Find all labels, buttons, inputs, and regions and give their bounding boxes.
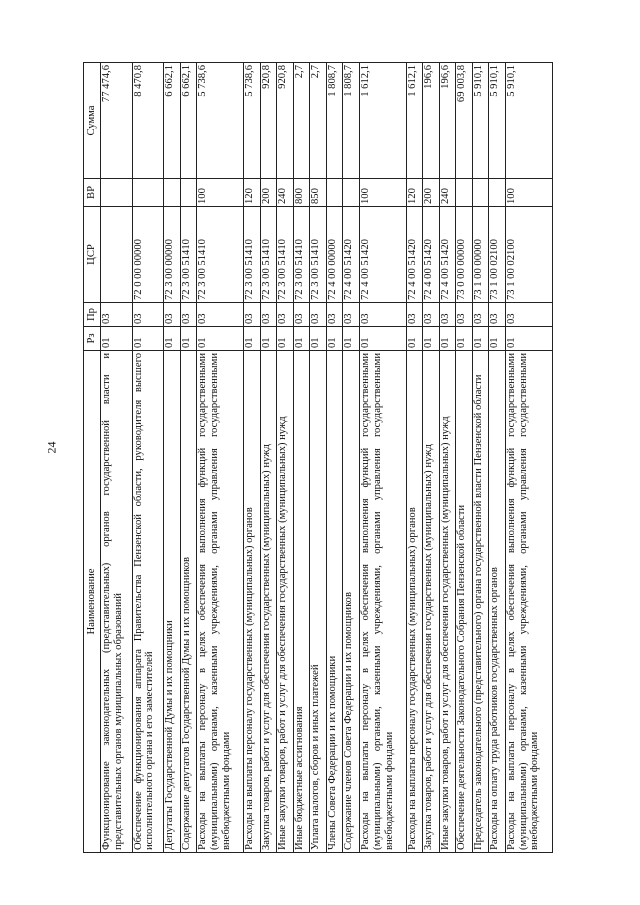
row-name: Функционирование законодательных (представительных) органов государственной власти и представительных органов муниципальных образований <box>100 351 132 853</box>
row-csr: 73 1 00 02100 <box>505 207 552 303</box>
row-sum: 920,8 <box>260 63 277 179</box>
row-vr: 200 <box>423 179 440 207</box>
row-pr: 03 <box>180 303 197 327</box>
row-name: Председатель законодательного (представительного) органа государственной власти Пензенской области <box>472 351 489 853</box>
row-sum: 1 612,1 <box>406 63 423 179</box>
row-name: Расходы на выплаты персоналу в целях обеспечения выполнения функций государственными (муниципальными) органами, казенными учреждениями, органами управления государственными внебюджетными фондами <box>197 351 244 853</box>
row-csr: 72 3 00 51410 <box>293 207 310 303</box>
row-pr: 03 <box>197 303 244 327</box>
row-vr: 100 <box>359 179 406 207</box>
row-sum: 77 474,6 <box>100 63 132 179</box>
row-sum: 5 738,6 <box>244 63 261 179</box>
row-name: Члены Совета Федерации и их помощники <box>326 351 343 853</box>
row-csr: 73 1 00 00000 <box>472 207 489 303</box>
row-pr: 03 <box>244 303 261 327</box>
row-pr: 03 <box>326 303 343 327</box>
row-vr: 800 <box>293 179 310 207</box>
row-sum: 1 612,1 <box>359 63 406 179</box>
row-pr: 03 <box>132 303 164 327</box>
row-pr: 03 <box>456 303 473 327</box>
row-rz: 01 <box>244 327 261 351</box>
header-csr: ЦСР <box>84 207 101 303</box>
row-sum: 5 910,1 <box>472 63 489 179</box>
table-row <box>132 63 164 853</box>
table-header-row <box>84 63 101 853</box>
row-sum: 6 662,1 <box>164 63 181 179</box>
row-csr: 72 3 00 51410 <box>310 207 327 303</box>
table-row <box>293 63 310 853</box>
row-name: Обеспечение деятельности Законодательного Собрания Пензенской области <box>456 351 473 853</box>
row-pr: 03 <box>472 303 489 327</box>
row-rz: 01 <box>310 327 327 351</box>
row-name: Закупка товаров, работ и услуг для обеспечения государственных (муниципальных) нужд <box>423 351 440 853</box>
row-csr: 72 4 00 00000 <box>326 207 343 303</box>
header-rz: Рз <box>84 327 101 351</box>
table-row <box>197 63 244 853</box>
table-row <box>505 63 552 853</box>
table-row <box>326 63 343 853</box>
table-row <box>406 63 423 853</box>
row-name: Иные закупки товаров, работ и услуг для обеспечения государственных (муниципальных) нужд <box>439 351 456 853</box>
row-pr: 03 <box>423 303 440 327</box>
row-rz: 01 <box>505 327 552 351</box>
page-number: 24 <box>44 441 59 454</box>
row-vr: 240 <box>439 179 456 207</box>
row-csr: 72 0 00 00000 <box>132 207 164 303</box>
row-name: Расходы на выплаты персоналу в целях обеспечения выполнения функций государственными (муниципальными) органами, казенными учреждениями, органами управления государственными внебюджетными фондами <box>505 351 552 853</box>
row-csr: 73 0 00 00000 <box>456 207 473 303</box>
row-rz: 01 <box>359 327 406 351</box>
table-row <box>277 63 294 853</box>
row-csr: 72 3 00 51410 <box>180 207 197 303</box>
row-vr <box>456 179 473 207</box>
row-csr: 72 3 00 51410 <box>197 207 244 303</box>
row-sum: 1 808,7 <box>326 63 343 179</box>
row-rz: 01 <box>100 327 132 351</box>
row-sum: 196,6 <box>423 63 440 179</box>
table-row <box>472 63 489 853</box>
row-vr: 120 <box>406 179 423 207</box>
row-rz: 01 <box>132 327 164 351</box>
table-row <box>359 63 406 853</box>
row-vr <box>100 179 132 207</box>
row-name: Содержание членов Совета Федерации и их помощников <box>343 351 360 853</box>
row-vr: 240 <box>277 179 294 207</box>
row-pr: 03 <box>277 303 294 327</box>
row-sum: 5 738,6 <box>197 63 244 179</box>
table-row <box>310 63 327 853</box>
row-rz: 01 <box>293 327 310 351</box>
row-vr: 120 <box>244 179 261 207</box>
row-rz: 01 <box>164 327 181 351</box>
header-sum: Сумма <box>84 63 101 179</box>
row-rz: 01 <box>423 327 440 351</box>
row-rz: 01 <box>456 327 473 351</box>
row-csr <box>100 207 132 303</box>
row-csr: 72 3 00 51410 <box>244 207 261 303</box>
row-sum: 5 910,1 <box>505 63 552 179</box>
row-csr: 72 3 00 51410 <box>277 207 294 303</box>
row-pr: 03 <box>100 303 132 327</box>
header-vr: ВР <box>84 179 101 207</box>
row-name: Уплата налогов, сборов и иных платежей <box>310 351 327 853</box>
row-name: Расходы на выплаты персоналу в целях обеспечения выполнения функций государственными (муниципальными) органами, казенными учреждениями, органами управления государственными внебюджетными фондами <box>359 351 406 853</box>
table-row <box>343 63 360 853</box>
table-row <box>439 63 456 853</box>
row-sum: 5 910,1 <box>489 63 506 179</box>
row-name: Закупка товаров, работ и услуг для обеспечения государственных (муниципальных) нужд <box>260 351 277 853</box>
row-vr <box>326 179 343 207</box>
row-pr: 03 <box>293 303 310 327</box>
row-name: Обеспечение функционирования аппарата Правительства Пензенской области, руководителя высшего исполнительного органа и его заместителей <box>132 351 164 853</box>
row-vr <box>489 179 506 207</box>
header-name: Наименование <box>84 351 101 853</box>
row-rz: 01 <box>180 327 197 351</box>
row-csr: 72 4 00 51420 <box>423 207 440 303</box>
row-rz: 01 <box>277 327 294 351</box>
row-csr: 73 1 00 02100 <box>489 207 506 303</box>
row-vr <box>180 179 197 207</box>
row-sum: 8 470,8 <box>132 63 164 179</box>
row-name: Расходы на выплаты персоналу государственных (муниципальных) органов <box>406 351 423 853</box>
table-row <box>260 63 277 853</box>
table-row <box>164 63 181 853</box>
row-pr: 03 <box>359 303 406 327</box>
row-rz: 01 <box>406 327 423 351</box>
row-name: Депутаты Государственной Думы и их помощники <box>164 351 181 853</box>
row-name: Расходы на выплаты персоналу государственных (муниципальных) органов <box>244 351 261 853</box>
row-pr: 03 <box>489 303 506 327</box>
row-sum: 1 808,7 <box>343 63 360 179</box>
table-row <box>100 63 132 853</box>
row-sum: 69 003,8 <box>456 63 473 179</box>
row-rz: 01 <box>439 327 456 351</box>
row-pr: 03 <box>310 303 327 327</box>
row-rz: 01 <box>326 327 343 351</box>
row-csr: 72 4 00 51420 <box>359 207 406 303</box>
row-csr: 72 3 00 00000 <box>164 207 181 303</box>
row-sum: 2,7 <box>293 63 310 179</box>
row-vr <box>132 179 164 207</box>
row-rz: 01 <box>197 327 244 351</box>
row-rz: 01 <box>343 327 360 351</box>
row-pr: 03 <box>406 303 423 327</box>
row-rz: 01 <box>489 327 506 351</box>
table-row <box>456 63 473 853</box>
row-pr: 03 <box>343 303 360 327</box>
row-sum: 6 662,1 <box>180 63 197 179</box>
table-row <box>244 63 261 853</box>
row-sum: 2,7 <box>310 63 327 179</box>
row-vr <box>472 179 489 207</box>
row-csr: 72 4 00 51420 <box>406 207 423 303</box>
row-name: Иные бюджетные ассигнования <box>293 351 310 853</box>
row-vr: 100 <box>505 179 552 207</box>
row-pr: 03 <box>164 303 181 327</box>
table-row <box>423 63 440 853</box>
row-name: Содержание депутатов Государственной Думы и их помощников <box>180 351 197 853</box>
row-name: Расходы на оплату труда работников государственных органов <box>489 351 506 853</box>
row-pr: 03 <box>439 303 456 327</box>
row-vr: 200 <box>260 179 277 207</box>
row-csr: 72 4 00 51420 <box>343 207 360 303</box>
table-row <box>489 63 506 853</box>
rotated-table-wrapper <box>83 63 553 853</box>
row-vr <box>164 179 181 207</box>
row-rz: 01 <box>472 327 489 351</box>
row-vr: 850 <box>310 179 327 207</box>
row-csr: 72 4 00 51420 <box>439 207 456 303</box>
budget-table <box>83 62 553 853</box>
row-sum: 196,6 <box>439 63 456 179</box>
header-pr: Пр <box>84 303 101 327</box>
row-csr: 72 3 00 51410 <box>260 207 277 303</box>
row-rz: 01 <box>260 327 277 351</box>
row-sum: 920,8 <box>277 63 294 179</box>
row-name: Иные закупки товаров, работ и услуг для обеспечения государственных (муниципальных) нужд <box>277 351 294 853</box>
row-vr <box>343 179 360 207</box>
table-row <box>180 63 197 853</box>
row-pr: 03 <box>260 303 277 327</box>
row-vr: 100 <box>197 179 244 207</box>
row-pr: 03 <box>505 303 552 327</box>
